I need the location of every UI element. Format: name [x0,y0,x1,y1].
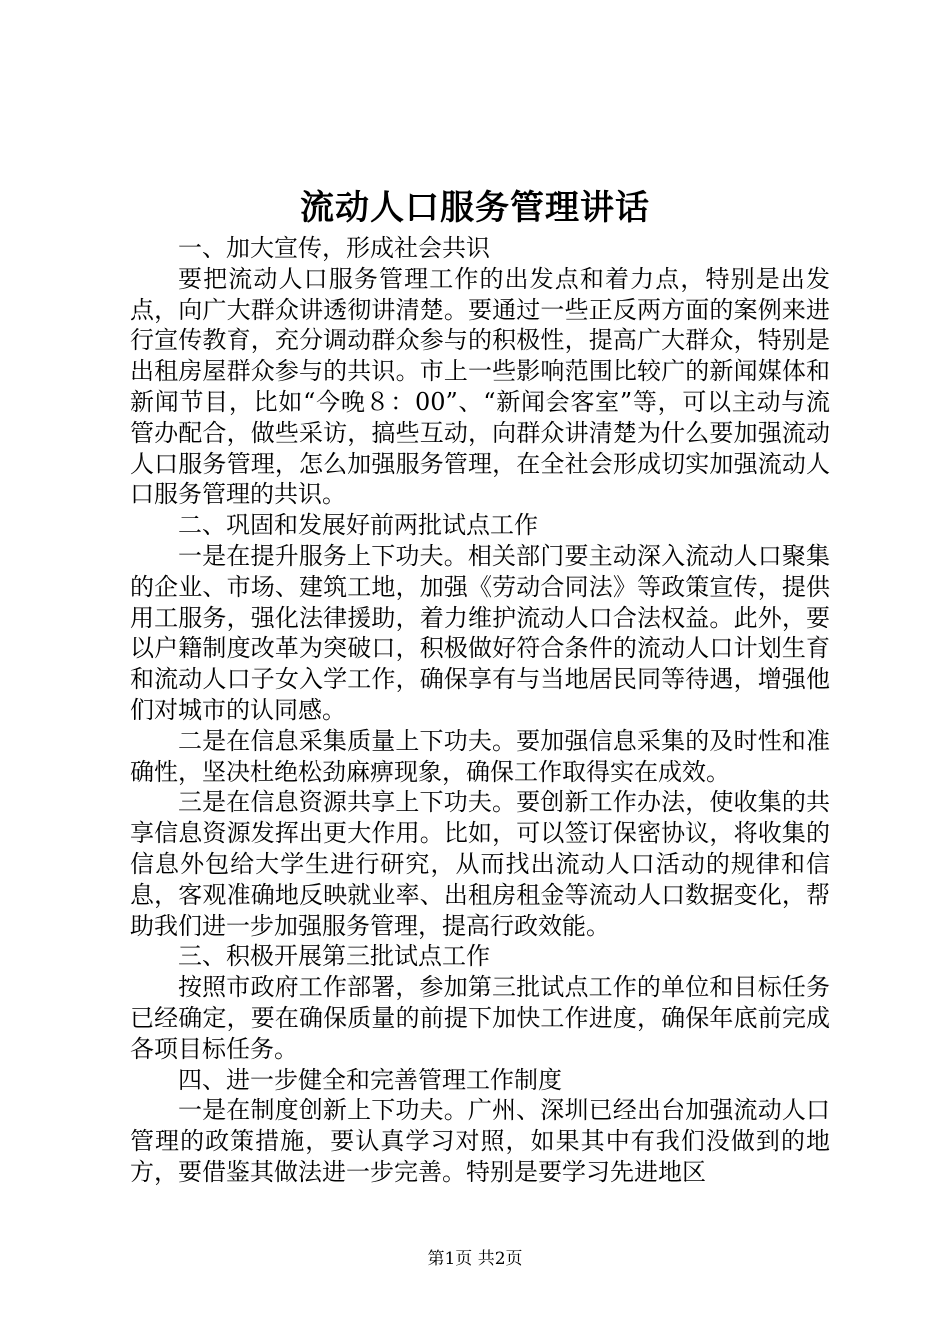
document-body [130,233,830,1188]
paragraph: 一是在提升服务上下功夫。相关部门要主动深入流动人口聚集的企业、市场、建筑工地，加强《劳动合同法》等政策宣传，提供用工服务，强化法律援助，着力维护流动人口合法权益。此外，要以户籍制度改革为突破口，积极做好符合条件的流动人口计划生育和流动人口子女入学工作，确保享有与当地居民同等待遇，增强他们对城市的认同感。 [130,541,830,724]
paragraph: 要把流动人口服务管理工作的出发点和着力点，特别是出发点，向广大群众讲透彻讲清楚。要通过一些正反两方面的案例来进行宣传教育，充分调动群众参与的积极性，提高广大群众，特别是出租房屋群众参与的共识。市上一些影响范围比较广的新闻媒体和新闻节目，比如“今晚８：00”、“新闻会客室”等，可以主动与流管办配合，做些采访，搞些互动，向群众讲清楚为什么要加强流动人口服务管理，怎么加强服务管理，在全社会形成切实加强流动人口服务管理的共识。 [130,264,830,509]
section-heading-4: 四、进一步健全和完善管理工作制度 [178,1065,562,1094]
section-heading-2: 二、巩固和发展好前两批试点工作 [178,511,538,540]
paragraph: 二是在信息采集质量上下功夫。要加强信息采集的及时性和准确性，坚决杜绝松劲麻痹现象，确保工作取得实在成效。 [130,726,830,786]
section-heading-3: 三、积极开展第三批试点工作 [178,942,490,971]
paragraph: 三是在信息资源共享上下功夫。要创新工作办法，使收集的共享信息资源发挥出更大作用。比如，可以签订保密协议，将收集的信息外包给大学生进行研究，从而找出流动人口活动的规律和信息，客观准确地反映就业率、出租房租金等流动人口数据变化，帮助我们进一步加强服务管理，提高行政效能。 [130,788,830,940]
paragraph: 一是在制度创新上下功夫。广州、深圳已经出台加强流动人口管理的政策措施，要认真学习对照，如果其中有我们没做到的地方，要借鉴其做法进一步完善。特别是要学习先进地区 [130,1096,830,1186]
section-heading-1: 一、加大宣传，形成社会共识 [178,234,490,262]
document-title: 流动人口服务管理讲话 [300,188,650,228]
paragraph: 按照市政府工作部署，参加第三批试点工作的单位和目标任务已经确定，要在确保质量的前提下加快工作进度，确保年底前完成各项目标任务。 [130,973,830,1063]
page-number-footer: 第1页 共2页 [427,1249,523,1269]
